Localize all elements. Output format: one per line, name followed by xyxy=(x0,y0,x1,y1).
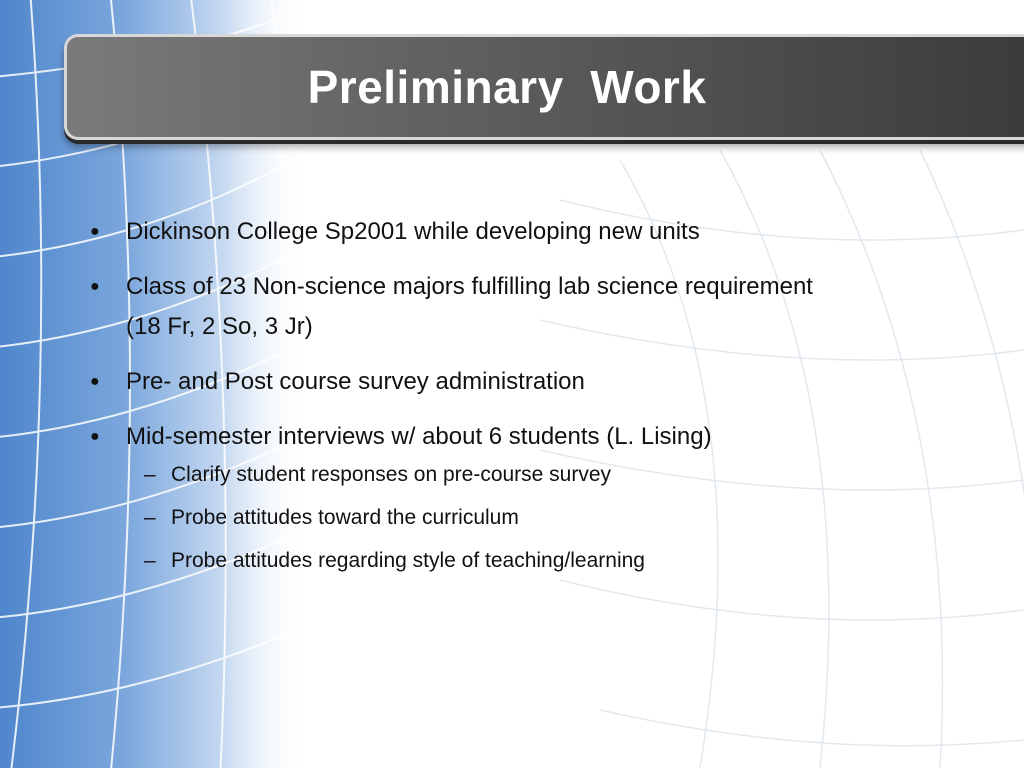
sub-bullet-text: Probe attitudes toward the curriculum xyxy=(171,506,519,529)
bullet-item xyxy=(90,212,850,252)
bullet-item xyxy=(90,362,850,402)
sub-bullet-item xyxy=(144,546,850,576)
bullet-dot-icon: ● xyxy=(90,278,100,295)
bullet-text: Pre- and Post course survey administration xyxy=(126,368,585,395)
sub-bullet-text: Probe attitudes regarding style of teaching/learning xyxy=(171,549,645,572)
bullet-item xyxy=(90,417,850,457)
bullet-dot-icon: ● xyxy=(90,428,100,445)
sub-bullet-text: Clarify student responses on pre-course survey xyxy=(171,463,612,486)
bullet-text: Mid-semester interviews w/ about 6 students (L. Lising) xyxy=(126,423,712,450)
dash-icon: – xyxy=(144,549,156,572)
bullet-list xyxy=(90,212,850,589)
bullet-text: Class of 23 Non-science majors fulfilling lab science requirement (18 Fr, 2 So, 3 Jr) xyxy=(126,273,813,340)
bullet-dot-icon: ● xyxy=(90,373,100,390)
bullet-text: Dickinson College Sp2001 while developing new units xyxy=(126,218,700,245)
bullet-item xyxy=(90,267,850,347)
slide-title: Preliminary Work xyxy=(307,61,707,113)
sub-bullet-list xyxy=(144,460,850,576)
bullet-dot-icon: ● xyxy=(90,223,100,240)
sub-bullet-item xyxy=(144,503,850,533)
dash-icon: – xyxy=(144,506,156,529)
dash-icon: – xyxy=(144,463,156,486)
sub-bullet-item xyxy=(144,460,850,490)
